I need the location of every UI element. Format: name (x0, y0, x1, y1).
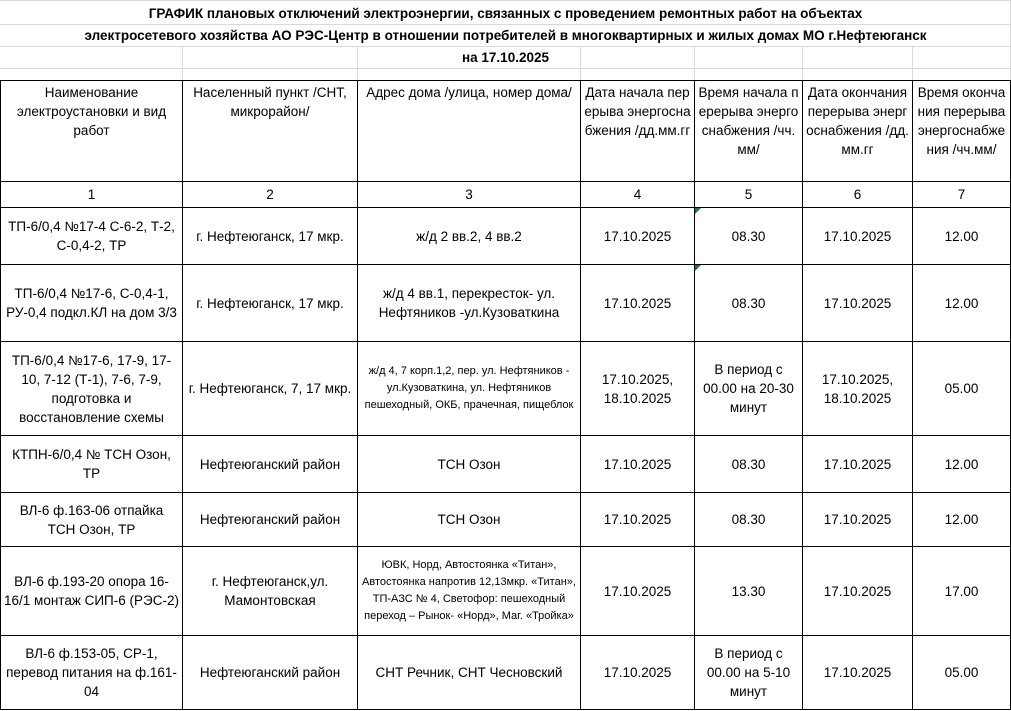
table-row-start-time: В период с 00.00 на 20-30 минут (703, 362, 794, 415)
table-row-start-date: 17.10.2025 (603, 665, 672, 680)
table-row-end-date: 17.10.2025, 18.10.2025 (821, 371, 894, 406)
grid-line (0, 0, 1011, 1)
table-row-end-date: 17.10.2025 (823, 295, 892, 311)
column-number: 5 (744, 187, 753, 202)
table-row-object: ВЛ-6 ф.193-20 опора 16-16/1 монтаж СИП-6 (РЭС-2) (4, 574, 179, 608)
table-row-object: ВЛ-6 ф.163-06 отпайка ТСН Озон, ТР (19, 502, 164, 537)
table-row-locality: Нефтеюганский район (199, 512, 341, 527)
grid-line (0, 68, 1011, 69)
table-row-address: ТСН Озон (437, 456, 501, 472)
table-row-start-date: 17.10.2025 (603, 456, 672, 472)
table-row-object: ВЛ-6 ф.153-05, СР-1, перевод питания на ф.161-04 (6, 646, 177, 699)
column-number: 7 (957, 187, 966, 202)
table-row-end-time: 12.00 (944, 512, 979, 527)
table-row-start-time: 08.30 (731, 512, 766, 527)
column-number: 1 (87, 187, 96, 202)
table-row-end-time: 17.00 (944, 583, 979, 599)
table-row-end-time: 12.00 (944, 295, 979, 311)
header-start-time: Время начала перерыва энергоснабжения /чч.мм/ (698, 85, 799, 157)
table-row-start-time: В период с 00.00 на 5-10 минут (706, 646, 791, 699)
table-row-locality: г. Нефтеюганск, 17 мкр. (196, 228, 344, 244)
title-line-1: ГРАФИК плановых отключений электроэнергии, связанных с проведением ремонтных работ на объектах (148, 6, 863, 21)
table-row-start-time: 08.30 (731, 456, 766, 472)
table-row-locality: Нефтеюганский район (199, 665, 341, 680)
cell-marker (695, 265, 701, 271)
table-row-end-date: 17.10.2025 (823, 665, 892, 680)
table-row-end-time: 12.00 (944, 456, 979, 472)
table-row-end-time: 05.00 (944, 665, 979, 680)
header-end-date: Дата окончания перерыва энергоснабжения /дд.мм.гг (806, 85, 909, 157)
table-row-object: КТПН-6/0,4 № ТСН Озон, ТР (12, 447, 171, 481)
title-line-2: электросетевого хозяйства АО РЭС-Центр в отношении потребителей в многоквартирных и жилых домах МО г.Нефтеюганск (84, 28, 927, 43)
table-row-end-time: 05.00 (944, 381, 979, 396)
table-row-start-date: 17.10.2025 (603, 228, 672, 244)
table-row-locality: Нефтеюганский район (199, 456, 341, 472)
table-row-end-time: 12.00 (944, 228, 979, 244)
table-row-address: ЮВК, Норд, Автостоянка «Титан», Автостоянка напротив 12,13мкр. «Титан», ТП-АЗС № 4, Светофор: пешеходный переход – Рынок- «Норд», Маг. «Тройка» (362, 559, 576, 622)
table-row-start-time: 13.30 (731, 583, 766, 599)
header-end-time: Время окончания перерыва энергоснабжения /чч.мм/ (917, 85, 1006, 157)
table-row-start-date: 17.10.2025 (603, 295, 672, 311)
table-row-start-date: 17.10.2025, 18.10.2025 (601, 371, 674, 406)
table-row-start-date: 17.10.2025 (603, 512, 672, 527)
table-row-address: ТСН Озон (437, 512, 501, 527)
title-line-3: на 17.10.2025 (462, 50, 549, 65)
column-number: 3 (465, 187, 473, 202)
table-row-end-date: 17.10.2025 (823, 456, 892, 472)
column-number: 6 (853, 187, 862, 202)
table-row-object: ТП-6/0,4 №17-6, С-0,4-1, РУ-0,4 подкл.КЛ на дом 3/3 (6, 286, 177, 320)
table-row-start-date: 17.10.2025 (603, 583, 672, 599)
table-row-locality: г. Нефтеюганск,ул. Мамонтовская (211, 574, 329, 608)
column-number: 4 (633, 187, 642, 202)
header-start-date: Дата начала перерыва энергоснабжения /дд.мм.гг (584, 85, 691, 138)
table-row-address: ж/д 4, 7 корп.1,2, пер. ул. Нефтяников - ул.Кузоваткина, ул. Нефтяников пешеходный, ОКБ, прачечная, пищеблок (364, 365, 574, 411)
table-row-end-date: 17.10.2025 (823, 228, 892, 244)
table-row-address: СНТ Речник, СНТ Чесновский (375, 665, 563, 680)
cell-marker (695, 208, 701, 214)
table-row-locality: г. Нефтеюганск, 17 мкр. (196, 295, 344, 311)
header-locality: Населенный пункт /СНТ, микрорайон/ (193, 85, 347, 119)
table-row-address: ж/д 4 вв.1, перекресток- ул. Нефтяников -ул.Кузоваткина (378, 286, 560, 320)
table-row-address: ж/д 2 вв.2, 4 вв.2 (416, 228, 522, 244)
header-address: Адрес дома /улица, номер дома/ (366, 85, 572, 100)
table-row-object: ТП-6/0,4 №17-6, 17-9, 17-10, 7-12 (Т-1), 7-6, 7-9, подготовка и восстановление схемы (11, 352, 172, 425)
table-row-start-time: 08.30 (731, 228, 766, 244)
table-row-end-date: 17.10.2025 (823, 512, 892, 527)
column-number: 2 (266, 187, 274, 202)
header-object: Наименование электроустановки и вид работ (16, 85, 167, 138)
table-row-object: ТП-6/0,4 №17-4 С-6-2, Т-2, С-0,4-2, ТР (8, 219, 175, 253)
table-row-end-date: 17.10.2025 (823, 583, 892, 599)
table-row-locality: г. Нефтеюганск, 7, 17 мкр. (188, 381, 352, 396)
table-row-start-time: 08.30 (731, 295, 766, 311)
